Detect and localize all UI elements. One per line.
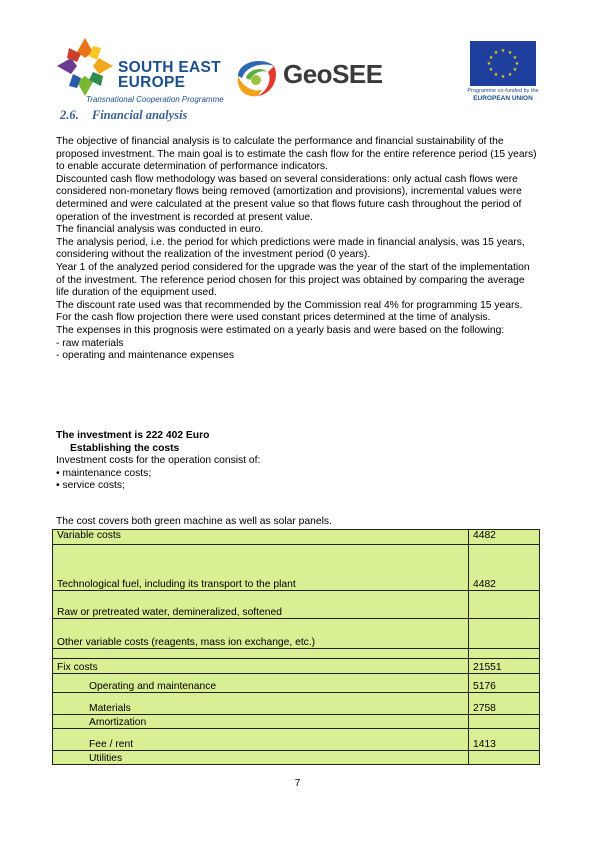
cost-value: 4482 xyxy=(469,545,540,591)
bullet-item: • service costs; xyxy=(56,480,125,492)
svg-text:★: ★ xyxy=(507,72,513,78)
cost-label: Technological fuel, including its transport to the plant xyxy=(53,545,469,591)
cover-note: The cost covers both green machine as well as solar panels. xyxy=(56,516,332,527)
svg-text:★: ★ xyxy=(500,48,506,54)
cost-label: Fee / rent xyxy=(53,729,469,751)
south-east-europe-logo-icon xyxy=(55,36,115,98)
paragraph: The financial analysis was conducted in euro. xyxy=(56,224,264,236)
page-header xyxy=(0,0,595,112)
svg-text:★: ★ xyxy=(493,72,499,78)
section-number: 2.6. xyxy=(60,108,79,122)
table-row xyxy=(53,649,540,659)
table-row xyxy=(53,729,540,751)
svg-text:★: ★ xyxy=(493,50,499,56)
svg-text:★: ★ xyxy=(500,74,506,80)
section-heading xyxy=(60,108,187,123)
table-row xyxy=(53,530,540,545)
table-row xyxy=(53,659,540,674)
table-row xyxy=(53,693,540,715)
cost-value xyxy=(469,619,540,649)
paragraph: Discounted cash flow methodology was based on several considerations: only actual cash flows were considered non-monetary flows being removed (amortization and provisions), incremental values were determined and were calculated at the present value so that flows future cash throughout the period of operation of the investment is recorded at present value. xyxy=(56,173,522,223)
table-row xyxy=(53,715,540,729)
see-logo-subtitle: Transnational Cooperation Programme xyxy=(86,95,224,104)
cost-value xyxy=(469,751,540,765)
table-row xyxy=(53,591,540,619)
paragraph: Year 1 of the analyzed period considered for the upgrade was the year of the start of the implementation of the investment. The reference period chosen for this project was obtained by comparing the average life duration of the equipment used. xyxy=(56,261,530,299)
cost-value: 4482 xyxy=(469,530,540,545)
cost-label: Other variable costs (reagents, mass ion exchange, etc.) xyxy=(53,619,469,649)
cost-label: Raw or pretreated water, demineralized, softened xyxy=(53,591,469,619)
geosee-swirl-icon xyxy=(232,52,280,100)
cost-label: Operating and maintenance xyxy=(53,674,469,693)
cost-label: Fix costs xyxy=(53,659,469,674)
eu-flag-icon xyxy=(470,41,536,86)
paragraph: The discount rate used was that recommended by the Commission real 4% for programming 15 years. For the cash flow projection there were used constant prices determined at the time of analysis. xyxy=(56,299,523,324)
see-logo-text: SOUTH EAST EUROPE xyxy=(118,59,221,91)
svg-text:★: ★ xyxy=(512,55,518,61)
eu-caption: Programme co-funded by the EUROPEAN UNION xyxy=(467,88,539,102)
list-item: - raw materials xyxy=(56,337,124,349)
cost-label xyxy=(53,649,469,659)
section-title: Financial analysis xyxy=(91,108,188,122)
cost-table xyxy=(52,529,540,765)
paragraph: The objective of financial analysis is to calculate the performance and financial sustainability of the proposed investment. The main goal is to estimate the cash flow for the entire reference period (15 years) to enable accurate determination of performance indicators. xyxy=(56,136,537,173)
investment-headline: The investment is 222 402 Euro xyxy=(56,430,210,441)
svg-text:★: ★ xyxy=(488,55,494,61)
cost-value xyxy=(469,715,540,729)
svg-text:★: ★ xyxy=(514,61,520,67)
cost-label: Amortization xyxy=(53,715,469,729)
paragraph: The expenses in this prognosis were estimated on a yearly basis and were based on the following: xyxy=(56,324,505,336)
cost-value: 21551 xyxy=(469,659,540,674)
table-row xyxy=(53,674,540,693)
cost-value xyxy=(469,591,540,619)
table-row xyxy=(53,751,540,765)
cost-label: Variable costs xyxy=(53,530,469,545)
body-text xyxy=(56,136,540,363)
bullet-item: • maintenance costs; xyxy=(56,467,152,479)
geosee-logo-text: GeoSEE xyxy=(283,59,383,89)
svg-text:★: ★ xyxy=(488,67,494,73)
investment-block xyxy=(56,430,540,493)
investment-intro: Investment costs for the operation consist of: xyxy=(56,455,261,467)
cost-value: 1413 xyxy=(469,729,540,751)
paragraph: The analysis period, i.e. the period for which predictions were made in financial analysis, was 15 years, considering without the realization of the investment period (0 years). xyxy=(56,236,525,261)
investment-subheading: Establishing the costs xyxy=(70,442,180,454)
table-row xyxy=(53,619,540,649)
cost-label: Materials xyxy=(53,693,469,715)
page-number: 7 xyxy=(294,778,301,789)
cost-value: 2758 xyxy=(469,693,540,715)
cost-value: 5176 xyxy=(469,674,540,693)
table-row xyxy=(53,545,540,591)
svg-text:★: ★ xyxy=(507,50,513,56)
list-item: - operating and maintenance expenses xyxy=(56,350,235,362)
cost-value xyxy=(469,649,540,659)
svg-text:★: ★ xyxy=(486,61,492,67)
svg-text:★: ★ xyxy=(512,67,518,73)
cost-label: Utilities xyxy=(53,751,469,765)
